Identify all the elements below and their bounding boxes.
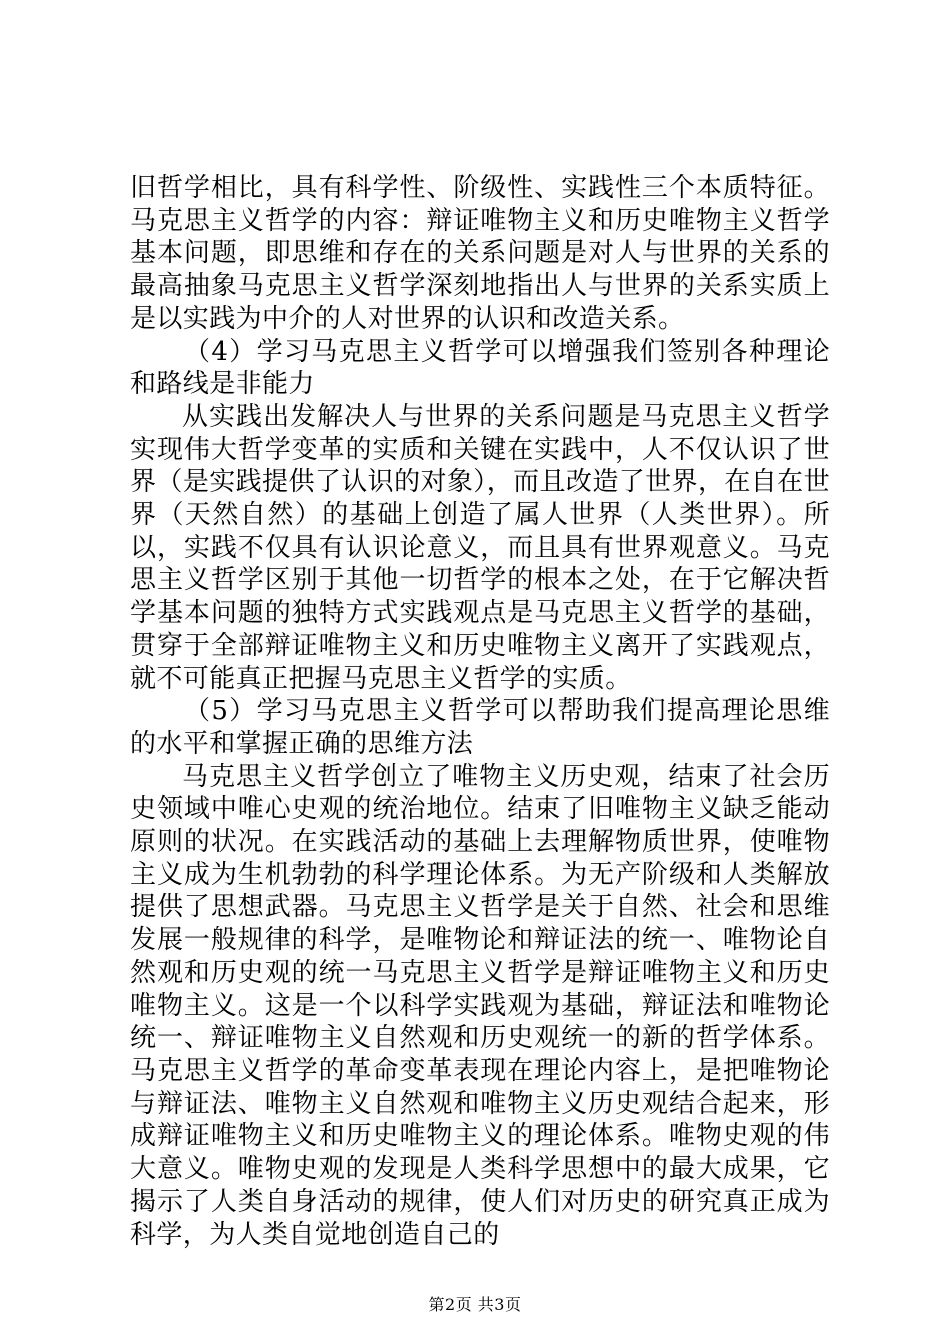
paragraph-continuation: 旧哲学相比，具有科学性、阶级性、实践性三个本质特征。马克思主义哲学的内容：辩证唯物主义和历史唯物主义哲学基本问题，即思维和存在的关系问题是对人与世界的关系的最高抽象马克思主义哲学深刻地指出人与世界的关系实质上是以实践为中介的人对世界的认识和改造关系。 [130,173,830,334]
section-heading-5: （5）学习马克思主义哲学可以帮助我们提高理论思维的水平和掌握正确的思维方法 [130,696,830,759]
page-number-label: 第2页 共3页 [428,1295,522,1314]
paragraph-practice: 从实践出发解决人与世界的关系问题是马克思主义哲学实现伟大哲学变革的实质和关键在实践中，人不仅认识了世界（是实践提供了认识的对象），而且改造了世界，在自在世界（天然自然）的基础上创造了属人世界（人类世界）。所以，实践不仅具有认识论意义，而且具有世界观意义。马克思主义哲学区别于其他一切哲学的根本之处，在于它解决哲学基本问题的独特方式实践观点是马克思主义哲学的基础，贯穿于全部辩证唯物主义和历史唯物主义离开了实践观点，就不可能真正把握马克思主义哲学的实质。 [130,401,830,694]
section-heading-4: （4）学习马克思主义哲学可以增强我们签别各种理论和路线是非能力 [130,336,830,400]
document-body [130,172,830,1251]
page-footer [0,1295,950,1315]
paragraph-historical-materialism: 马克思主义哲学创立了唯物主义历史观，结束了社会历史领域中唯心史观的统治地位。结束了旧唯物主义缺乏能动原则的状况。在实践活动的基础上去理解物质世界，使唯物主义成为生机勃勃的科学理论体系。为无产阶级和人类解放提供了思想武器。马克思主义哲学是关于自然、社会和思维发展一般规律的科学，是唯物论和辩证法的统一、唯物论自然观和历史观的统一马克思主义哲学是辩证唯物主义和历史唯物主义。这是一个以科学实践观为基础，辩证法和唯物论统一、辩证唯物主义自然观和历史观统一的新的哲学体系。马克思主义哲学的革命变革表现在理论内容上，是把唯物论与辩证法、唯物主义自然观和唯物主义历史观结合起来，形成辩证唯物主义和历史唯物主义的理论体系。唯物史观的伟大意义。唯物史观的发现是人类科学思想中的最大成果，它揭示了人类自身活动的规律，使人们对历史的研究真正成为科学，为人类自觉地创造自己的 [130,761,830,1250]
